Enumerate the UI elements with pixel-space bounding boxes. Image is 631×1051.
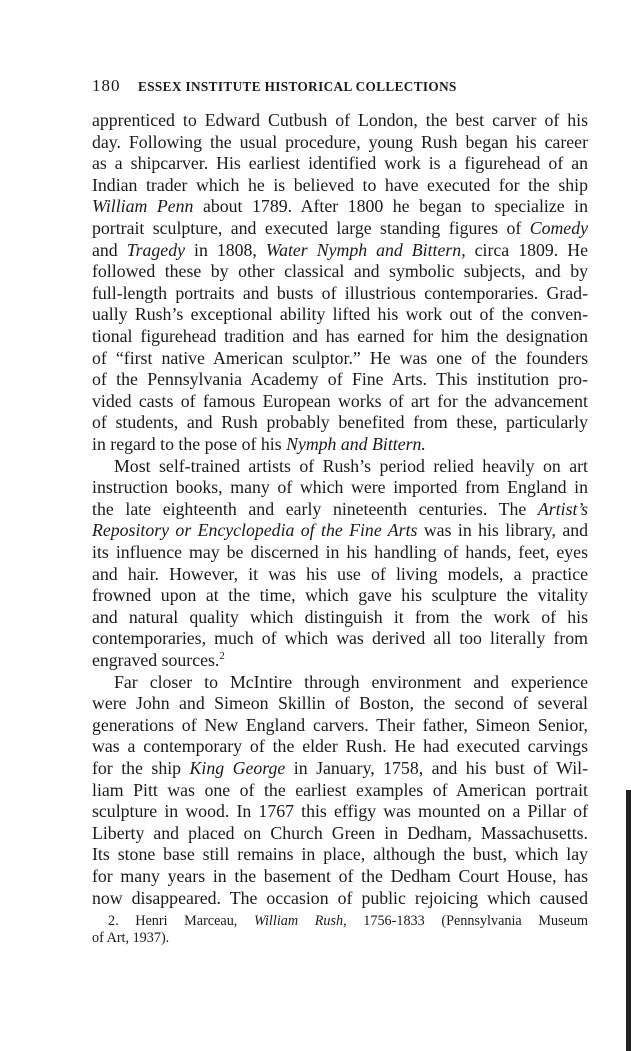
text-run: and bbox=[92, 239, 127, 260]
body-line bbox=[92, 153, 588, 175]
text-run: in January, 1758, and his bust of Wil- bbox=[285, 758, 588, 778]
body-line bbox=[92, 672, 588, 694]
text-run: day. Following the usual procedure, young Rush began his career bbox=[92, 131, 588, 152]
text-run: followed these by other classical and symbolic subjects, and by bbox=[92, 261, 588, 282]
text-run: its influence may be discerned in his handling of hands, feet, eyes bbox=[92, 542, 588, 562]
italic-title: Repository or Encyclopedia of the Fine Arts bbox=[92, 520, 418, 541]
body-line bbox=[92, 348, 588, 370]
footnote-line bbox=[92, 930, 588, 947]
text-run: apprenticed to Edward Cutbush of London, the best carver of his bbox=[92, 110, 588, 130]
italic-title: William Penn bbox=[92, 196, 194, 217]
text-run: of “first native American sculptor.” He was one of the founders bbox=[92, 347, 588, 368]
body-line bbox=[92, 391, 588, 413]
body-line bbox=[92, 888, 588, 910]
text-run: as a shipcarver. His earliest identified work is a figurehead of an bbox=[92, 153, 588, 174]
running-title: ESSEX INSTITUTE HISTORICAL COLLECTIONS bbox=[138, 79, 457, 94]
body-line bbox=[92, 715, 588, 737]
text-run: in 1808, bbox=[185, 239, 266, 260]
body-line bbox=[92, 801, 588, 823]
text-run: in regard to the pose of his bbox=[92, 434, 287, 454]
text-run: tional figurehead tradition and has earned for him the designation bbox=[92, 326, 588, 346]
text-run: about 1789. After 1800 he began to specialize in bbox=[193, 196, 589, 217]
text-run: the late eighteenth and early nineteenth centuries. The bbox=[92, 498, 538, 519]
italic-title: Water Nymph and Bittern, bbox=[265, 239, 466, 260]
text-run: were John and Simeon Skillin of Boston, the second of several bbox=[92, 693, 588, 714]
text-run: Indian trader which he is believed to have executed for the ship bbox=[92, 174, 588, 195]
body-line bbox=[92, 628, 588, 650]
body-line bbox=[92, 412, 588, 434]
text-run: sculpture in wood. In 1767 this effigy was mounted on a Pillar of bbox=[92, 801, 588, 822]
text-run: engraved sources. bbox=[92, 650, 220, 670]
italic-title: King George bbox=[189, 758, 286, 778]
text-run: Its stone base still remains in place, although the bust, which lay bbox=[92, 844, 588, 865]
body-line bbox=[92, 866, 588, 888]
body-line bbox=[92, 477, 588, 499]
italic-title: Tragedy bbox=[126, 239, 185, 260]
text-run: of Art, 1937). bbox=[92, 930, 170, 946]
body-line bbox=[92, 520, 588, 542]
italic-title: Nymph and Bittern. bbox=[286, 434, 426, 454]
italic-title: Artist’s bbox=[537, 498, 588, 519]
text-run: liam Pitt was one of the earliest examples of American portrait bbox=[92, 779, 588, 800]
text-run: 1756-1833 (Pennsylvania Museum bbox=[346, 913, 588, 929]
body-line bbox=[92, 434, 588, 456]
body-line bbox=[92, 196, 588, 218]
body-line bbox=[92, 823, 588, 845]
text-run: was in his library, and bbox=[417, 520, 588, 541]
italic-title: William Rush, bbox=[253, 913, 347, 929]
text-run: ually Rush’s exceptional ability lifted his work out of the conven- bbox=[92, 304, 588, 325]
text-run: Most self-trained artists of Rush’s period relied heavily on art bbox=[114, 455, 588, 476]
text-run: instruction books, many of which were imported from England in bbox=[92, 477, 588, 498]
body-line bbox=[92, 132, 588, 154]
body-line bbox=[92, 607, 588, 629]
footnote-ref: 2 bbox=[219, 650, 225, 663]
italic-title: Comedy bbox=[529, 218, 588, 238]
text-run: Liberty and placed on Church Green in Dedham, Massachusetts. bbox=[92, 822, 588, 843]
body-line bbox=[92, 326, 588, 348]
text-run: generations of New England carvers. Their father, Simeon Senior, bbox=[92, 714, 588, 735]
body-line bbox=[92, 456, 588, 478]
text-run: and natural quality which distinguish it from the work of his bbox=[92, 606, 588, 627]
body-line bbox=[92, 564, 588, 586]
footnote-line bbox=[92, 913, 588, 930]
body-line bbox=[92, 585, 588, 607]
text-run: for the ship bbox=[92, 758, 190, 778]
body-line bbox=[92, 304, 588, 326]
text-run: circa 1809. He bbox=[465, 239, 588, 260]
page-header bbox=[92, 76, 592, 96]
body-line bbox=[92, 693, 588, 715]
body-line bbox=[92, 736, 588, 758]
body-line bbox=[92, 283, 588, 305]
text-run: frowned upon at the time, which gave his sculpture the vitality bbox=[92, 585, 588, 606]
body-line bbox=[92, 844, 588, 866]
text-run: Far closer to McIntire through environment and experience bbox=[114, 671, 588, 692]
text-run: of the Pennsylvania Academy of Fine Arts. This institution pro- bbox=[92, 369, 588, 390]
body-line bbox=[92, 369, 588, 391]
body-line bbox=[92, 650, 588, 672]
text-run: now disappeared. The occasion of public rejoicing which caused bbox=[92, 887, 588, 908]
scan-edge bbox=[626, 790, 631, 1051]
body-line bbox=[92, 542, 588, 564]
body-line bbox=[92, 499, 588, 521]
text-run: contemporaries, much of which was derived all too literally from bbox=[92, 628, 588, 649]
body-line bbox=[92, 110, 588, 132]
text-run: vided casts of famous European works of art for the advancement bbox=[92, 390, 588, 411]
page-number: 180 bbox=[92, 76, 121, 95]
text-run: for many years in the basement of the Dedham Court House, has bbox=[92, 866, 588, 886]
text-run: full-length portraits and busts of illustrious contemporaries. Grad- bbox=[92, 282, 588, 303]
body-line bbox=[92, 261, 588, 283]
text-run: was a contemporary of the elder Rush. He had executed carvings bbox=[92, 736, 588, 757]
text-run: 2. Henri Marceau, bbox=[108, 913, 254, 929]
body-line bbox=[92, 240, 588, 262]
body-line bbox=[92, 780, 588, 802]
body-line bbox=[92, 175, 588, 197]
text-run: portrait sculpture, and executed large standing figures of bbox=[92, 218, 530, 238]
body-line bbox=[92, 218, 588, 240]
body-line bbox=[92, 758, 588, 780]
text-run: of students, and Rush probably benefited from these, particularly bbox=[92, 412, 588, 433]
text-run: and hair. However, it was his use of living models, a practice bbox=[92, 563, 588, 584]
